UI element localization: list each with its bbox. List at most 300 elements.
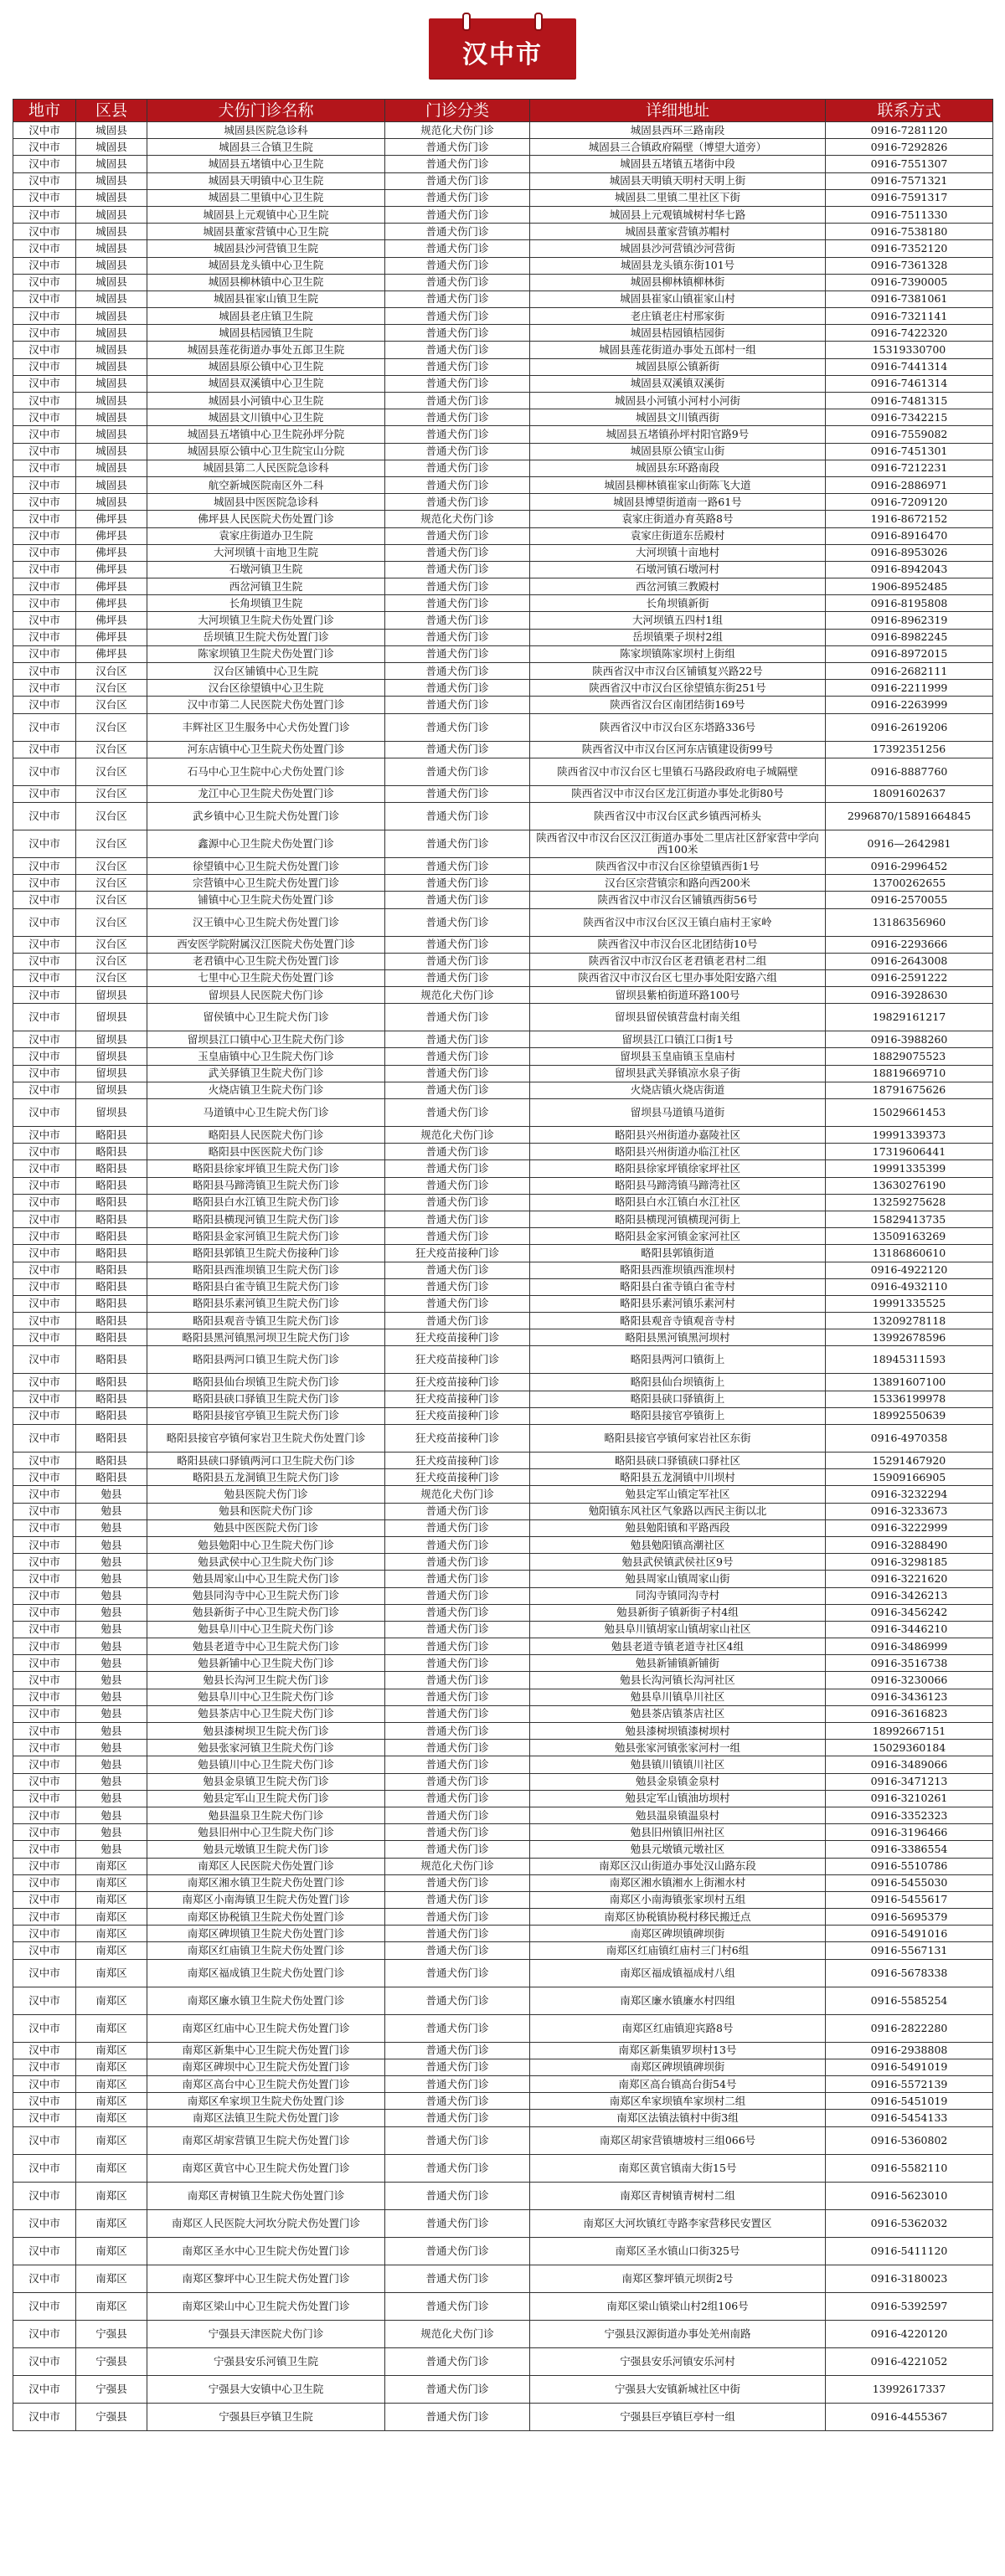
cell-district: 勉县 (76, 1554, 147, 1571)
cell-contact: 0916-7571321 (826, 172, 993, 189)
cell-clinic-type: 普通犬伤门诊 (385, 2182, 530, 2209)
cell-city: 汉中市 (13, 1278, 76, 1295)
cell-city: 汉中市 (13, 1228, 76, 1245)
table-row (13, 544, 993, 561)
table-row (13, 713, 993, 741)
cell-address: 陕西省汉中市汉台区老君镇老君村二组 (530, 953, 826, 969)
cell-district: 城固县 (76, 308, 147, 325)
cell-address: 勉县元墩镇元墩社区 (530, 1841, 826, 1858)
table-row (13, 785, 993, 802)
cell-district: 勉县 (76, 1503, 147, 1519)
cell-district: 略阳县 (76, 1407, 147, 1424)
cell-clinic-type: 普通犬伤门诊 (385, 1689, 530, 1705)
table-row (13, 1858, 993, 1874)
cell-clinic-type: 普通犬伤门诊 (385, 802, 530, 830)
cell-contact: 0916-7422320 (826, 325, 993, 342)
cell-city: 汉中市 (13, 1194, 76, 1211)
cell-clinic-type: 普通犬伤门诊 (385, 629, 530, 645)
cell-clinic-type: 普通犬伤门诊 (385, 2126, 530, 2154)
cell-clinic-name: 城固县崔家山镇卫生院 (147, 291, 385, 307)
cell-clinic-name: 略阳县中医医院犬伤门诊 (147, 1144, 385, 1160)
cell-district: 汉台区 (76, 713, 147, 741)
cell-clinic-name: 龙江中心卫生院犬伤处置门诊 (147, 785, 385, 802)
cell-district: 城固县 (76, 240, 147, 257)
table-row (13, 1099, 993, 1127)
cell-contact: 0916-2293666 (826, 936, 993, 953)
cell-district: 略阳县 (76, 1374, 147, 1391)
cell-clinic-type: 普通犬伤门诊 (385, 2059, 530, 2075)
cell-address: 略阳县金家河镇金家河社区 (530, 1228, 826, 1245)
cell-city: 汉中市 (13, 741, 76, 758)
cell-clinic-type: 普通犬伤门诊 (385, 1065, 530, 1082)
cell-clinic-name: 勉县金泉镇卫生院犬伤门诊 (147, 1773, 385, 1790)
cell-address: 勉县镇川镇镇川社区 (530, 1756, 826, 1773)
cell-clinic-type: 普通犬伤门诊 (385, 1723, 530, 1740)
table-row (13, 2182, 993, 2209)
table-row (13, 1211, 993, 1227)
cell-city: 汉中市 (13, 1807, 76, 1823)
cell-district: 南郑区 (76, 1959, 147, 1987)
cell-clinic-name: 汉王镇中心卫生院犬伤处置门诊 (147, 908, 385, 936)
table-row (13, 224, 993, 240)
cell-district: 留坝县 (76, 1031, 147, 1048)
cell-clinic-name: 城固县五堵镇中心卫生院孙坪分院 (147, 426, 385, 443)
cell-district: 勉县 (76, 1824, 147, 1841)
cell-clinic-name: 宗营镇中心卫生院犬伤处置门诊 (147, 875, 385, 892)
cell-address: 陕西省汉中市汉台区东塔路336号 (530, 713, 826, 741)
cell-address: 陕西省汉中市汉台区龙江街道办事处北街80号 (530, 785, 826, 802)
cell-address: 南郑区碑坝镇碑坝街 (530, 2059, 826, 2075)
cell-clinic-type: 普通犬伤门诊 (385, 1587, 530, 1604)
cell-clinic-name: 城固县中医医院急诊科 (147, 494, 385, 511)
cell-district: 勉县 (76, 1587, 147, 1604)
cell-clinic-name: 勉县老道寺中心卫生院犬伤门诊 (147, 1638, 385, 1655)
table-row (13, 2237, 993, 2265)
cell-address: 略阳县硖口驿镇硖口驿社区 (530, 1453, 826, 1469)
table-row (13, 1374, 993, 1391)
cell-clinic-type: 普通犬伤门诊 (385, 426, 530, 443)
cell-clinic-name: 略阳县徐家坪镇卫生院犬伤门诊 (147, 1160, 385, 1177)
cell-contact: 2996870/15891664845 (826, 802, 993, 830)
table-row (13, 875, 993, 892)
cell-clinic-type: 狂犬疫苗接种门诊 (385, 1453, 530, 1469)
cell-contact: 0916-3210261 (826, 1790, 993, 1807)
cell-city: 汉中市 (13, 1689, 76, 1705)
cell-contact: 0916-2682111 (826, 663, 993, 680)
cell-clinic-name: 城固县小河镇中心卫生院 (147, 393, 385, 409)
cell-clinic-type: 普通犬伤门诊 (385, 139, 530, 156)
cell-contact: 0916-7538180 (826, 224, 993, 240)
cell-clinic-name: 勉县勉阳中心卫生院犬伤门诊 (147, 1536, 385, 1553)
header-clinic-type: 门诊分类 (385, 100, 530, 122)
table-row (13, 443, 993, 460)
table-row (13, 1740, 993, 1756)
cell-address: 老庄镇老庄村邢家街 (530, 308, 826, 325)
cell-clinic-type: 普通犬伤门诊 (385, 1144, 530, 1160)
cell-district: 南郑区 (76, 1942, 147, 1959)
cell-city: 汉中市 (13, 1329, 76, 1346)
cell-city: 汉中市 (13, 1391, 76, 1407)
cell-district: 勉县 (76, 1773, 147, 1790)
cell-clinic-type: 狂犬疫苗接种门诊 (385, 1374, 530, 1391)
cell-contact: 0916-2643008 (826, 953, 993, 969)
cell-clinic-type: 普通犬伤门诊 (385, 2237, 530, 2265)
cell-clinic-type: 狂犬疫苗接种门诊 (385, 1245, 530, 1262)
cell-contact: 0916-5491019 (826, 2059, 993, 2075)
cell-clinic-type: 规范化犬伤门诊 (385, 1127, 530, 1144)
cell-district: 略阳县 (76, 1391, 147, 1407)
cell-district: 南郑区 (76, 1987, 147, 2014)
cell-district: 宁强县 (76, 2375, 147, 2403)
cell-address: 大河坝镇五四村1组 (530, 612, 826, 629)
table-row (13, 1926, 993, 1942)
cell-district: 勉县 (76, 1621, 147, 1638)
cell-district: 南郑区 (76, 2059, 147, 2075)
cell-address: 城固县东环路南段 (530, 460, 826, 476)
cell-clinic-type: 普通犬伤门诊 (385, 1790, 530, 1807)
cell-clinic-type: 普通犬伤门诊 (385, 2265, 530, 2292)
table-row (13, 1486, 993, 1503)
table-row (13, 1295, 993, 1312)
cell-district: 佛坪县 (76, 578, 147, 595)
cell-contact: 0916-7342215 (826, 409, 993, 426)
cell-address: 留坝县武关驿镇凉水泉子街 (530, 1065, 826, 1082)
table-row (13, 1228, 993, 1245)
cell-clinic-name: 略阳县两河口镇卫生院犬伤门诊 (147, 1346, 385, 1374)
cell-city: 汉中市 (13, 1705, 76, 1722)
table-row (13, 892, 993, 908)
cell-district: 勉县 (76, 1705, 147, 1722)
cell-city: 汉中市 (13, 325, 76, 342)
cell-contact: 15029661453 (826, 1099, 993, 1127)
cell-clinic-name: 陈家坝镇卫生院犬伤处置门诊 (147, 645, 385, 662)
cell-city: 汉中市 (13, 139, 76, 156)
cell-clinic-type: 普通犬伤门诊 (385, 645, 530, 662)
cell-clinic-name: 宁强县大安镇中心卫生院 (147, 2375, 385, 2403)
cell-contact: 0916-5572139 (826, 2076, 993, 2093)
cell-contact: 0916-5695379 (826, 1909, 993, 1926)
cell-district: 勉县 (76, 1756, 147, 1773)
cell-clinic-type: 普通犬伤门诊 (385, 1160, 530, 1177)
cell-contact: 18791675626 (826, 1082, 993, 1098)
cell-contact: 0916-3516738 (826, 1655, 993, 1672)
cell-clinic-name: 略阳县金家河镇卫生院犬伤门诊 (147, 1228, 385, 1245)
cell-clinic-name: 城固县天明镇中心卫生院 (147, 172, 385, 189)
cell-clinic-type: 普通犬伤门诊 (385, 578, 530, 595)
cell-city: 汉中市 (13, 122, 76, 139)
table-row (13, 358, 993, 375)
cell-address: 南郑区圣水镇山口街325号 (530, 2237, 826, 2265)
cell-city: 汉中市 (13, 342, 76, 358)
cell-district: 南郑区 (76, 2237, 147, 2265)
cell-address: 略阳县西淮坝镇西淮坝村 (530, 1262, 826, 1278)
cell-district: 南郑区 (76, 2093, 147, 2110)
cell-district: 南郑区 (76, 2154, 147, 2182)
cell-district: 南郑区 (76, 2014, 147, 2042)
cell-clinic-type: 普通犬伤门诊 (385, 443, 530, 460)
cell-clinic-type: 普通犬伤门诊 (385, 527, 530, 544)
cell-contact: 13509163269 (826, 1228, 993, 1245)
cell-city: 汉中市 (13, 987, 76, 1004)
cell-district: 勉县 (76, 1723, 147, 1740)
cell-contact: 0916-3352323 (826, 1807, 993, 1823)
table-row (13, 1177, 993, 1194)
cell-contact: 0916-5491016 (826, 1926, 993, 1942)
cell-clinic-name: 南郑区小南海镇卫生院犬伤处置门诊 (147, 1891, 385, 1908)
cell-address: 略阳县兴州街道办临江社区 (530, 1144, 826, 1160)
cell-clinic-name: 略阳县白雀寺镇卫生院犬伤门诊 (147, 1278, 385, 1295)
cell-clinic-type: 普通犬伤门诊 (385, 680, 530, 697)
table-row (13, 612, 993, 629)
cell-address: 同沟寺镇同沟寺村 (530, 1587, 826, 1604)
cell-city: 汉中市 (13, 1756, 76, 1773)
cell-address: 城固县博望街道南一路61号 (530, 494, 826, 511)
cell-city: 汉中市 (13, 697, 76, 713)
cell-address: 城固县龙头镇东街101号 (530, 257, 826, 274)
cell-district: 城固县 (76, 426, 147, 443)
header-contact: 联系方式 (826, 100, 993, 122)
cell-district: 南郑区 (76, 1891, 147, 1908)
cell-address: 陕西省汉中市汉台区徐望镇东街251号 (530, 680, 826, 697)
cell-clinic-name: 勉县温泉卫生院犬伤门诊 (147, 1807, 385, 1823)
cell-contact: 0916-4932110 (826, 1278, 993, 1295)
cell-contact: 0916-5623010 (826, 2182, 993, 2209)
cell-clinic-type: 普通犬伤门诊 (385, 1082, 530, 1098)
cell-clinic-name: 南郑区人民医院犬伤处置门诊 (147, 1858, 385, 1874)
cell-clinic-type: 普通犬伤门诊 (385, 1519, 530, 1536)
cell-clinic-name: 勉县阜川中心卫生院犬伤门诊 (147, 1621, 385, 1638)
cell-clinic-type: 普通犬伤门诊 (385, 2209, 530, 2237)
cell-contact: 13630276190 (826, 1177, 993, 1194)
cell-address: 留坝县玉皇庙镇玉皇庙村 (530, 1048, 826, 1065)
cell-contact: 0916-7361328 (826, 257, 993, 274)
table-row (13, 1824, 993, 1841)
cell-address: 勉县武侯镇武侯社区9号 (530, 1554, 826, 1571)
cell-city: 汉中市 (13, 1519, 76, 1536)
cell-city: 汉中市 (13, 1655, 76, 1672)
cell-address: 城固县桔园镇桔园街 (530, 325, 826, 342)
cell-district: 汉台区 (76, 830, 147, 857)
cell-clinic-type: 普通犬伤门诊 (385, 240, 530, 257)
table-row (13, 578, 993, 595)
cell-contact: 13186356960 (826, 908, 993, 936)
cell-city: 汉中市 (13, 494, 76, 511)
cell-contact: 0916-5392597 (826, 2292, 993, 2320)
cell-city: 汉中市 (13, 2076, 76, 2093)
cell-clinic-name: 西安医学院附属汉江医院犬伤处置门诊 (147, 936, 385, 953)
cell-district: 留坝县 (76, 1048, 147, 1065)
table-row (13, 172, 993, 189)
cell-clinic-name: 岳坝镇卫生院犬伤处置门诊 (147, 629, 385, 645)
cell-contact: 0916-7481315 (826, 393, 993, 409)
calendar-ring-icon (462, 13, 471, 31)
table-row (13, 527, 993, 544)
cell-city: 汉中市 (13, 1425, 76, 1453)
cell-district: 勉县 (76, 1536, 147, 1553)
cell-contact: 0916-3221620 (826, 1571, 993, 1587)
cell-address: 勉县老道寺镇老道寺社区4组 (530, 1638, 826, 1655)
cell-address: 略阳县马蹄湾镇马蹄湾社区 (530, 1177, 826, 1194)
cell-district: 城固县 (76, 172, 147, 189)
cell-clinic-type: 普通犬伤门诊 (385, 1773, 530, 1790)
cell-address: 石墩河镇石墩河村 (530, 561, 826, 578)
cell-clinic-name: 留坝县江口镇中心卫生院犬伤门诊 (147, 1031, 385, 1048)
cell-city: 汉中市 (13, 1874, 76, 1891)
cell-clinic-type: 普通犬伤门诊 (385, 2110, 530, 2126)
cell-clinic-type: 普通犬伤门诊 (385, 830, 530, 857)
cell-district: 汉台区 (76, 741, 147, 758)
table-row (13, 1004, 993, 1031)
cell-contact: 13186860610 (826, 1245, 993, 1262)
cell-address: 勉县茶店镇茶店社区 (530, 1705, 826, 1722)
cell-contact: 18992667151 (826, 1723, 993, 1740)
cell-city: 汉中市 (13, 969, 76, 986)
cell-address: 南郑区新集镇罗坝村13号 (530, 2042, 826, 2059)
cell-contact: 15336199978 (826, 1391, 993, 1407)
cell-district: 汉台区 (76, 969, 147, 986)
table-row (13, 1453, 993, 1469)
cell-clinic-name: 汉台区铺镇中心卫生院 (147, 663, 385, 680)
cell-clinic-type: 普通犬伤门诊 (385, 460, 530, 476)
cell-clinic-name: 城固县原公镇中心卫生院 (147, 358, 385, 375)
table-row (13, 1346, 993, 1374)
cell-address: 陕西省汉中市汉台区徐望镇西街1号 (530, 857, 826, 874)
cell-district: 勉县 (76, 1740, 147, 1756)
cell-clinic-type: 普通犬伤门诊 (385, 1655, 530, 1672)
cell-contact: 19991335399 (826, 1160, 993, 1177)
cell-clinic-type: 普通犬伤门诊 (385, 713, 530, 741)
cell-clinic-type: 普通犬伤门诊 (385, 1942, 530, 1959)
cell-contact: 0916-7591317 (826, 189, 993, 206)
cell-city: 汉中市 (13, 1082, 76, 1098)
table-row (13, 426, 993, 443)
cell-city: 汉中市 (13, 936, 76, 953)
cell-clinic-name: 略阳县黑河镇黑河坝卫生院犬伤门诊 (147, 1329, 385, 1346)
cell-contact: 0916-5582110 (826, 2154, 993, 2182)
cell-clinic-name: 勉县茶店中心卫生院犬伤门诊 (147, 1705, 385, 1722)
cell-address: 南郑区廉水镇廉水村四组 (530, 1987, 826, 2014)
cell-district: 城固县 (76, 358, 147, 375)
cell-district: 勉县 (76, 1519, 147, 1536)
cell-district: 略阳县 (76, 1144, 147, 1160)
cell-clinic-type: 普通犬伤门诊 (385, 1099, 530, 1127)
cell-clinic-name: 佛坪县人民医院犬伤处置门诊 (147, 511, 385, 527)
table-row (13, 240, 993, 257)
cell-address: 宁强县汉源街道办事处羌州南路 (530, 2320, 826, 2347)
table-row (13, 494, 993, 511)
table-row (13, 595, 993, 612)
cell-clinic-type: 普通犬伤门诊 (385, 1278, 530, 1295)
table-row (13, 1723, 993, 1740)
cell-clinic-type: 普通犬伤门诊 (385, 1571, 530, 1587)
cell-clinic-type: 普通犬伤门诊 (385, 953, 530, 969)
cell-clinic-name: 略阳县观音寺镇卫生院犬伤门诊 (147, 1313, 385, 1329)
cell-address: 城固县柳林镇崔家山街陈飞大道 (530, 476, 826, 493)
cell-address: 城固县五堵镇五堵街中段 (530, 156, 826, 172)
cell-city: 汉中市 (13, 189, 76, 206)
cell-clinic-name: 略阳县西淮坝镇卫生院犬伤门诊 (147, 1262, 385, 1278)
cell-district: 城固县 (76, 460, 147, 476)
cell-contact: 0916-3232294 (826, 1486, 993, 1503)
cell-contact: 0916-2570055 (826, 892, 993, 908)
cell-clinic-type: 普通犬伤门诊 (385, 892, 530, 908)
cell-city: 汉中市 (13, 1891, 76, 1908)
cell-city: 汉中市 (13, 1127, 76, 1144)
cell-district: 略阳县 (76, 1245, 147, 1262)
cell-address: 勉县周家山镇周家山街 (530, 1571, 826, 1587)
cell-address: 西岔河镇三教殿村 (530, 578, 826, 595)
cell-contact: 0916-7212231 (826, 460, 993, 476)
cell-contact: 0916-3230066 (826, 1672, 993, 1689)
cell-district: 南郑区 (76, 2110, 147, 2126)
cell-contact: 0916-5567131 (826, 1942, 993, 1959)
cell-city: 汉中市 (13, 713, 76, 741)
cell-district: 略阳县 (76, 1177, 147, 1194)
cell-clinic-type: 普通犬伤门诊 (385, 1313, 530, 1329)
cell-clinic-name: 略阳县硖口驿镇卫生院犬伤门诊 (147, 1391, 385, 1407)
cell-clinic-type: 普通犬伤门诊 (385, 1638, 530, 1655)
cell-city: 汉中市 (13, 680, 76, 697)
table-row (13, 1891, 993, 1908)
cell-contact: 0916-5585254 (826, 1987, 993, 2014)
cell-clinic-type: 普通犬伤门诊 (385, 1604, 530, 1621)
cell-city: 汉中市 (13, 409, 76, 426)
cell-clinic-type: 普通犬伤门诊 (385, 375, 530, 392)
cell-contact: 0916-7381061 (826, 291, 993, 307)
cell-clinic-name: 城固县三合镇卫生院 (147, 139, 385, 156)
cell-clinic-name: 勉县同沟寺中心卫生院犬伤门诊 (147, 1587, 385, 1604)
cell-clinic-name: 石墩河镇卫生院 (147, 561, 385, 578)
cell-clinic-type: 普通犬伤门诊 (385, 1536, 530, 1553)
cell-clinic-name: 城固县龙头镇中心卫生院 (147, 257, 385, 274)
cell-contact: 0916-5454133 (826, 2110, 993, 2126)
table-row (13, 1705, 993, 1722)
table-row (13, 663, 993, 680)
table-row (13, 2014, 993, 2042)
cell-contact: 0916-3471213 (826, 1773, 993, 1790)
cell-clinic-name: 城固县二里镇中心卫生院 (147, 189, 385, 206)
table-row (13, 1621, 993, 1638)
cell-city: 汉中市 (13, 1262, 76, 1278)
cell-clinic-type: 普通犬伤门诊 (385, 785, 530, 802)
cell-city: 汉中市 (13, 1374, 76, 1391)
cell-contact: 0916-2938808 (826, 2042, 993, 2059)
cell-clinic-name: 略阳县横现河镇卫生院犬伤门诊 (147, 1211, 385, 1227)
cell-district: 南郑区 (76, 2042, 147, 2059)
cell-clinic-name: 袁家庄街道办卫生院 (147, 527, 385, 544)
cell-contact: 0916-7281120 (826, 122, 993, 139)
cell-district: 略阳县 (76, 1211, 147, 1227)
cell-city: 汉中市 (13, 511, 76, 527)
cell-contact: 0916-5360802 (826, 2126, 993, 2154)
cell-district: 汉台区 (76, 680, 147, 697)
cell-district: 汉台区 (76, 697, 147, 713)
cell-city: 汉中市 (13, 663, 76, 680)
cell-city: 汉中市 (13, 2403, 76, 2430)
cell-clinic-type: 普通犬伤门诊 (385, 1554, 530, 1571)
cell-district: 留坝县 (76, 1004, 147, 1031)
cell-clinic-type: 普通犬伤门诊 (385, 1824, 530, 1841)
cell-address: 勉县新铺镇新铺街 (530, 1655, 826, 1672)
cell-clinic-name: 南郑区红庙镇卫生院犬伤处置门诊 (147, 1942, 385, 1959)
table-row (13, 476, 993, 493)
table-row (13, 308, 993, 325)
cell-city: 汉中市 (13, 460, 76, 476)
cell-city: 汉中市 (13, 1536, 76, 1553)
cell-clinic-type: 普通犬伤门诊 (385, 2076, 530, 2093)
cell-address: 城固县双溪镇双溪街 (530, 375, 826, 392)
cell-clinic-type: 普通犬伤门诊 (385, 1959, 530, 1987)
